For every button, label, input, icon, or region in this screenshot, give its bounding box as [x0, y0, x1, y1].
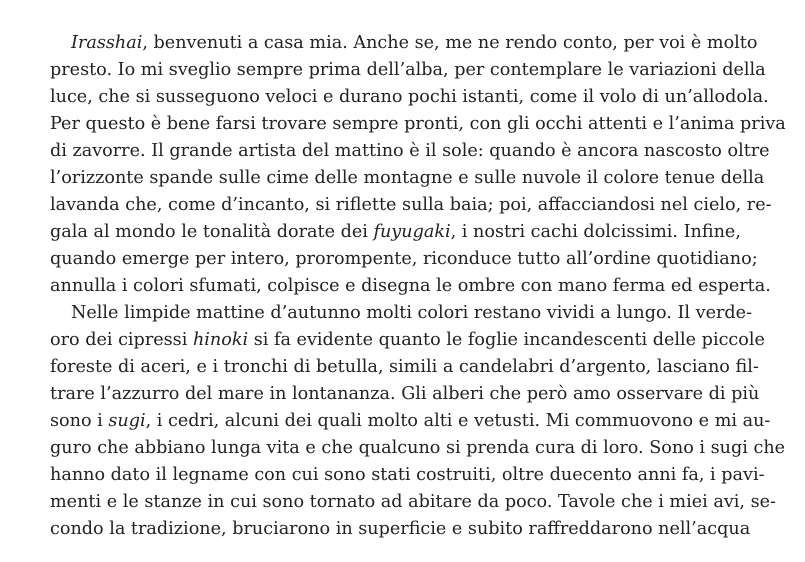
text-segment: quando emerge per intero, prorompente, riconduce tutto all’ordine quotidiano;	[50, 249, 758, 269]
text-line	[71, 30, 758, 57]
text-line	[50, 273, 771, 300]
italic-term: Irasshai	[71, 33, 143, 53]
text-line	[50, 489, 776, 516]
text-line	[50, 246, 758, 273]
text-segment: guro che abbiano lunga vita e che qualcuno si prenda cura di loro. Sono i sugi che	[50, 438, 786, 458]
text-segment: , i nostri cachi dolcissimi. Infine,	[450, 222, 741, 242]
text-line	[50, 435, 786, 462]
text-segment: annulla i colori sfumati, colpisce e disegna le ombre con mano ferma ed esperta.	[50, 276, 771, 296]
text-line	[50, 192, 772, 219]
text-line	[50, 516, 751, 543]
text-segment: lavanda che, come d’incanto, si riflette sulla baia; poi, affacciandosi nel cielo, re-	[50, 195, 772, 215]
text-line	[50, 354, 759, 381]
text-line	[50, 57, 766, 84]
text-line	[71, 300, 753, 327]
text-segment: gala al mondo le tonalità dorate dei	[50, 222, 374, 242]
text-line	[50, 327, 765, 354]
text-segment: di zavorre. Il grande artista del mattino è il sole: quando è ancora nascosto oltre	[50, 141, 770, 161]
text-line	[50, 84, 769, 111]
text-segment: l’orizzonte spande sulle cime delle montagne e sulle nuvole il colore tenue della	[50, 168, 765, 188]
text-segment: trare l’azzurro del mare in lontananza. Gli alberi che però amo osservare di più	[50, 384, 760, 404]
text-line	[50, 138, 770, 165]
text-line	[50, 111, 786, 138]
text-segment: menti e le stanze in cui sono tornato ad abitare da poco. Tavole che i miei avi, se-	[50, 492, 776, 512]
text-segment: hanno dato il legname con cui sono stati costruiti, oltre duecento anni fa, i pavi-	[50, 465, 765, 485]
text-line	[50, 165, 765, 192]
text-segment: oro dei cipressi	[50, 330, 193, 350]
text-segment: , benvenuti a casa mia. Anche se, me ne rendo conto, per voi è molto	[142, 33, 758, 53]
text-segment: si fa evidente quanto le foglie incandescenti delle piccole	[248, 330, 765, 350]
text-line	[50, 219, 741, 246]
text-line	[50, 408, 771, 435]
text-line	[50, 381, 760, 408]
text-segment: presto. Io mi sveglio sempre prima dell’alba, per contemplare le variazioni della	[50, 60, 766, 80]
text-segment: Nelle limpide mattine d’autunno molti colori restano vividi a lungo. Il verde-	[71, 303, 753, 323]
text-line	[50, 462, 765, 489]
text-segment: sono i	[50, 411, 109, 431]
text-segment: foreste di aceri, e i tronchi di betulla, simili a candelabri d’argento, lasciano fil-	[50, 357, 759, 377]
text-segment: condo la tradizione, bruciarono in superficie e subito raffreddarono nell’acqua	[50, 519, 751, 539]
italic-term: hinoki	[192, 330, 249, 350]
text-segment: , i cedri, alcuni dei quali molto alti e vetusti. Mi commuovono e mi au-	[145, 411, 771, 431]
italic-term: fuyugaki	[373, 222, 451, 242]
text-segment: Per questo è bene farsi trovare sempre pronti, con gli occhi attenti e l’anima priva	[50, 114, 786, 134]
text-segment: luce, che si susseguono veloci e durano pochi istanti, come il volo di un’allodola.	[50, 87, 769, 107]
italic-term: sugi	[108, 411, 146, 431]
